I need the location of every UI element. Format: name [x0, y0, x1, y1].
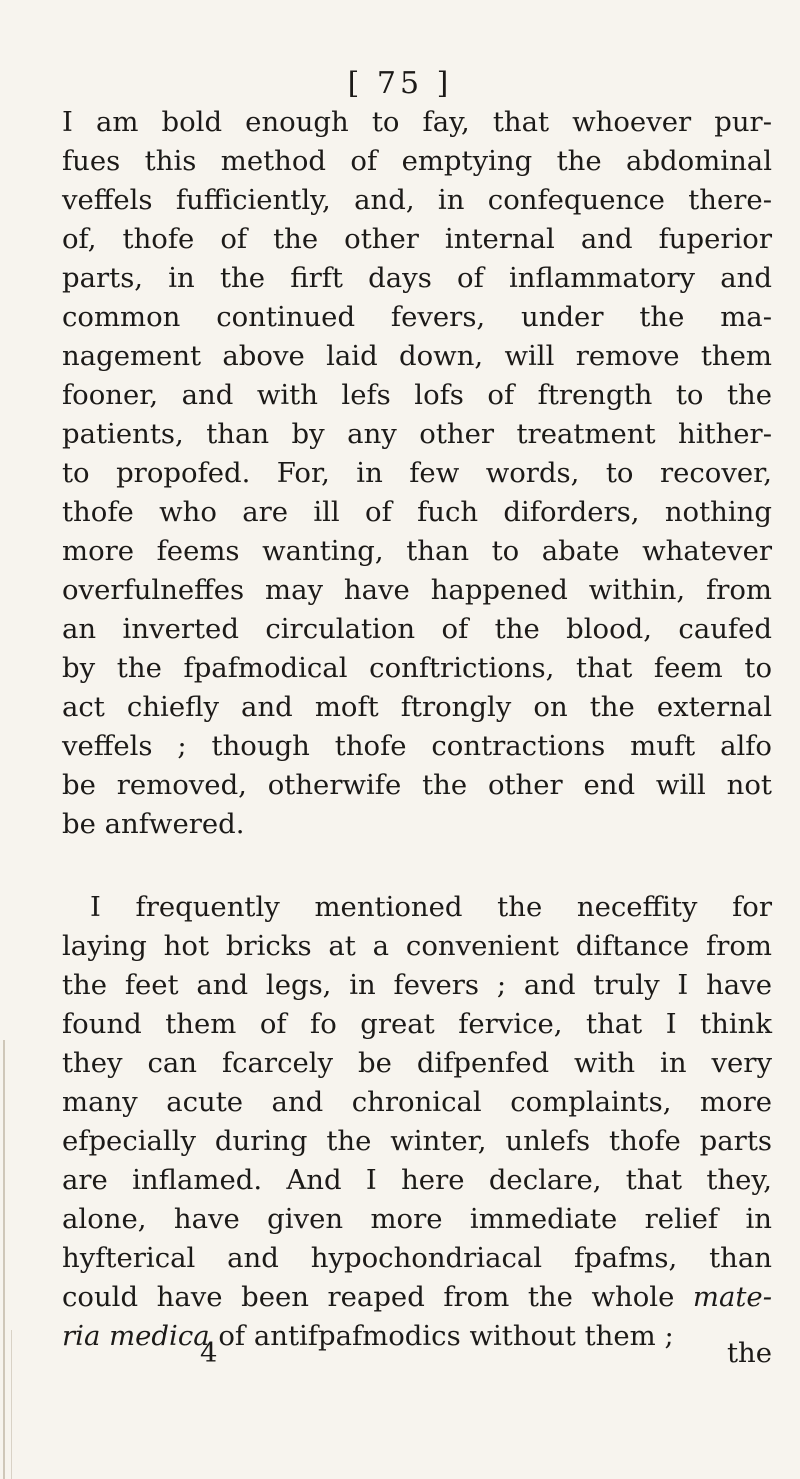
text-line: more feems wanting, than to abate whatever — [62, 535, 772, 567]
text-line: they can fcarcely be difpenfed with in very — [62, 1047, 772, 1079]
text-line: be removed, otherwife the other end will not — [62, 769, 772, 801]
text-line: fooner, and with lefs lofs of ftrength to the — [62, 379, 772, 411]
text-line: parts, in the firft days of inflammatory and — [62, 262, 772, 294]
page-number: [ 75 ] — [347, 66, 453, 101]
text-line: are inflamed. And I here declare, that they, — [62, 1164, 772, 1196]
page-footer — [62, 1334, 772, 1373]
text-line: I am bold enough to fay, that whoever pur- — [62, 106, 772, 138]
signature-mark: 4 — [200, 1337, 218, 1369]
text-line: by the fpafmodical conftrictions, that feem to — [62, 652, 772, 684]
text-line: laying hot bricks at a convenient diftance from — [62, 930, 772, 962]
paragraph-1 — [62, 103, 772, 844]
text-line: patients, than by any other treatment hither- — [62, 418, 772, 450]
text-line: I frequently mentioned the neceffity for — [90, 891, 772, 923]
catchword: the — [726, 1337, 772, 1369]
italic-term: ria medica — [62, 1320, 210, 1352]
text-line: the feet and legs, in fevers ; and truly I have — [62, 969, 772, 1001]
text-line: efpecially during the winter, unlefs thofe parts — [62, 1125, 772, 1157]
text-line: of, thofe of the other internal and fuperior — [62, 223, 772, 255]
text-line: thofe who are ill of fuch diforders, nothing — [62, 496, 772, 528]
text-line: an inverted circulation of the blood, caufed — [62, 613, 772, 645]
text-line: be anfwered. — [62, 808, 245, 840]
text-line-with-italic-end — [62, 1278, 772, 1317]
text-line: fues this method of emptying the abdominal — [62, 145, 772, 177]
line-text: of antifpafmodics without them ; — [209, 1320, 674, 1352]
text-line: act chiefly and moft ftrongly on the external — [62, 691, 772, 723]
italic-term: mate- — [692, 1281, 772, 1313]
text-line: veffels fufficiently, and, in confequence there- — [62, 184, 772, 216]
text-line: found them of fo great fervice, that I think — [62, 1008, 772, 1040]
text-line: alone, have given more immediate relief in — [62, 1203, 772, 1235]
paragraph-2 — [62, 888, 772, 1356]
margin-shadow-line — [3, 1040, 5, 1479]
text-line: to propofed. For, in few words, to recover, — [62, 457, 772, 489]
line-text: could have been reaped from the whole — [62, 1281, 693, 1313]
text-line: overfulneffes may have happened within, from — [62, 574, 772, 606]
text-line: common continued fevers, under the ma- — [62, 301, 772, 333]
margin-shadow-line-secondary — [11, 1330, 12, 1479]
text-line: nagement above laid down, will remove them — [62, 340, 772, 372]
text-line: many acute and chronical complaints, more — [62, 1086, 772, 1118]
text-line: hyfterical and hypochondriacal fpafms, than — [62, 1242, 772, 1274]
text-line: veffels ; though thofe contractions muft alfo — [62, 730, 772, 762]
